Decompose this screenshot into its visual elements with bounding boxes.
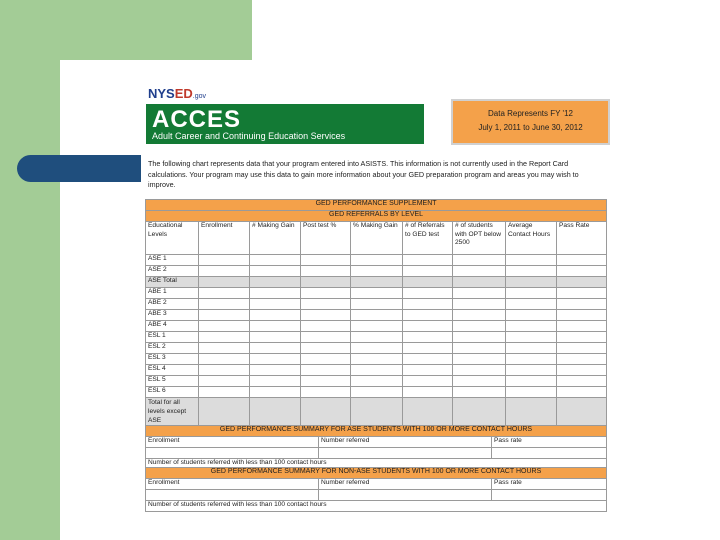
table-cell (250, 376, 301, 387)
table-cell (506, 266, 557, 277)
table-cell (199, 387, 250, 398)
table-cell (506, 376, 557, 387)
table-row (146, 343, 607, 354)
column-header: Average Contact Hours (506, 222, 557, 255)
table-cell (351, 365, 403, 376)
table-cell (403, 365, 453, 376)
table-cell (250, 266, 301, 277)
table-row (146, 266, 607, 277)
table-cell (199, 343, 250, 354)
ase-summary-table (145, 425, 607, 470)
table-cell (351, 277, 403, 288)
table-cell (301, 354, 351, 365)
table-cell (250, 299, 301, 310)
table-cell (301, 398, 351, 427)
table-cell (301, 343, 351, 354)
table-cell (453, 354, 506, 365)
date-box (451, 99, 610, 145)
table-cell (403, 398, 453, 427)
non-ase-pass-rate-value (492, 490, 607, 501)
row-label: ABE 2 (146, 299, 199, 310)
column-header: Enrollment (199, 222, 250, 255)
table-cell (199, 332, 250, 343)
date-box-line1: Data Represents FY '12 (488, 109, 573, 118)
table-cell (351, 332, 403, 343)
table-cell (453, 321, 506, 332)
table-cell (453, 365, 506, 376)
table-cell (506, 288, 557, 299)
table-cell (557, 277, 607, 288)
table-cell (301, 288, 351, 299)
banner-subtitle: Adult Career and Continuing Education Services (152, 131, 346, 141)
table-cell (403, 255, 453, 266)
table-row (146, 310, 607, 321)
non-ase-less-than-label: Number of students referred with less than 100 contact hours (146, 501, 607, 512)
table-cell (453, 255, 506, 266)
table-cell (351, 387, 403, 398)
table-cell (557, 266, 607, 277)
table-cell (506, 354, 557, 365)
table-cell (403, 288, 453, 299)
table-cell (301, 310, 351, 321)
table-cell (453, 332, 506, 343)
table-cell (557, 354, 607, 365)
table-cell (351, 321, 403, 332)
table-cell (557, 387, 607, 398)
table-cell (506, 277, 557, 288)
ase-enrollment-value (146, 448, 319, 459)
ase-number-referred-label: Number referred (319, 437, 492, 448)
table-cell (403, 387, 453, 398)
table-cell (351, 266, 403, 277)
table-cell (506, 398, 557, 427)
table-cell (250, 255, 301, 266)
table-cell (557, 365, 607, 376)
table-cell (506, 332, 557, 343)
table-body (146, 255, 607, 427)
table-cell (301, 277, 351, 288)
non-ase-number-referred-label: Number referred (319, 479, 492, 490)
table-cell (199, 255, 250, 266)
table-cell (351, 354, 403, 365)
table-cell (506, 321, 557, 332)
table-cell (453, 266, 506, 277)
table-row (146, 255, 607, 266)
non-ase-enrollment-label: Enrollment (146, 479, 319, 490)
column-header: % Making Gain (351, 222, 403, 255)
table-cell (403, 310, 453, 321)
table-cell (250, 387, 301, 398)
ase-pass-rate-label: Pass rate (492, 437, 607, 448)
table-cell (199, 299, 250, 310)
table-cell (403, 343, 453, 354)
table-cell (199, 277, 250, 288)
table-cell (403, 376, 453, 387)
table-title: GED PERFORMANCE SUPPLEMENT (146, 200, 607, 211)
date-box-line2: July 1, 2011 to June 30, 2012 (478, 123, 583, 132)
table-row (146, 376, 607, 387)
row-label: ESL 3 (146, 354, 199, 365)
non-ase-pass-rate-label: Pass rate (492, 479, 607, 490)
table-row (146, 288, 607, 299)
table-cell (301, 332, 351, 343)
table-cell (453, 299, 506, 310)
table-row (146, 398, 607, 427)
row-label: ABE 1 (146, 288, 199, 299)
row-label: ESL 6 (146, 387, 199, 398)
non-ase-enrollment-value (146, 490, 319, 501)
column-header: Pass Rate (557, 222, 607, 255)
table-header-row (146, 222, 607, 255)
table-cell (403, 332, 453, 343)
ged-performance-table (145, 199, 607, 427)
table-cell (301, 376, 351, 387)
table-cell (506, 365, 557, 376)
table-cell (351, 398, 403, 427)
row-label: ESL 1 (146, 332, 199, 343)
row-label: ABE 4 (146, 321, 199, 332)
table-cell (199, 310, 250, 321)
table-row (146, 354, 607, 365)
table-row (146, 365, 607, 376)
banner-title: ACCES (152, 106, 242, 133)
row-label: Total for all levels except ASE (146, 398, 199, 427)
table-cell (351, 288, 403, 299)
table-cell (557, 398, 607, 427)
table-cell (199, 376, 250, 387)
table-cell (453, 310, 506, 321)
table-cell (199, 266, 250, 277)
table-cell (453, 387, 506, 398)
ase-less-than-label: Number of students referred with less than 100 contact hours (146, 459, 607, 470)
decor-blue-tab (17, 155, 141, 182)
table-cell (453, 288, 506, 299)
non-ase-referred-value (319, 490, 492, 501)
table-cell (351, 310, 403, 321)
table-cell (403, 299, 453, 310)
table-cell (351, 299, 403, 310)
table-cell (250, 398, 301, 427)
table-cell (301, 299, 351, 310)
table-cell (301, 255, 351, 266)
table-cell (250, 310, 301, 321)
table-cell (453, 398, 506, 427)
table-cell (506, 255, 557, 266)
non-ase-summary-title: GED PERFORMANCE SUMMARY FOR NON-ASE STUDENTS WITH 100 OR MORE CONTACT HOURS (146, 468, 607, 479)
table-cell (250, 277, 301, 288)
ase-enrollment-label: Enrollment (146, 437, 319, 448)
table-row (146, 299, 607, 310)
table-cell (557, 343, 607, 354)
table-cell (351, 376, 403, 387)
table-cell (557, 332, 607, 343)
column-header: # of students with OPT below 2500 (453, 222, 506, 255)
decor-green-left (0, 0, 60, 540)
row-label: ESL 4 (146, 365, 199, 376)
table-row (146, 387, 607, 398)
table-cell (506, 310, 557, 321)
ase-pass-rate-value (492, 448, 607, 459)
table-cell (351, 343, 403, 354)
table-cell (403, 354, 453, 365)
table-cell (250, 343, 301, 354)
nysed-logo: NYSED.gov (148, 86, 207, 101)
table-cell (453, 277, 506, 288)
table-cell (250, 332, 301, 343)
column-header: Educational Levels (146, 222, 199, 255)
row-label: ABE 3 (146, 310, 199, 321)
table-cell (453, 376, 506, 387)
intro-text: The following chart represents data that your program entered into ASISTS. This information is not currently used in the Report Card calculations. Your program may use this data to gain more information about your GED preparation program and areas you may wish to improve. (148, 159, 579, 189)
table-cell (557, 255, 607, 266)
table-cell (199, 354, 250, 365)
acces-banner (146, 104, 424, 144)
table-row (146, 321, 607, 332)
table-cell (351, 255, 403, 266)
row-label: ESL 2 (146, 343, 199, 354)
table-cell (199, 321, 250, 332)
table-cell (506, 299, 557, 310)
ase-referred-value (319, 448, 492, 459)
table-cell (199, 288, 250, 299)
table-cell (403, 266, 453, 277)
table-cell (199, 398, 250, 427)
table-cell (250, 288, 301, 299)
table-cell (250, 321, 301, 332)
column-header: # Making Gain (250, 222, 301, 255)
table-cell (199, 365, 250, 376)
table-cell (453, 343, 506, 354)
table-cell (506, 387, 557, 398)
non-ase-summary-table (145, 467, 607, 512)
ase-summary-title: GED PERFORMANCE SUMMARY FOR ASE STUDENTS WITH 100 OR MORE CONTACT HOURS (146, 426, 607, 437)
row-label: ASE 2 (146, 266, 199, 277)
table-cell (301, 387, 351, 398)
table-cell (557, 288, 607, 299)
table-cell (557, 310, 607, 321)
table-cell (403, 321, 453, 332)
table-row (146, 277, 607, 288)
table-cell (557, 299, 607, 310)
row-label: ESL 5 (146, 376, 199, 387)
table-cell (301, 321, 351, 332)
table-cell (301, 365, 351, 376)
row-label: ASE Total (146, 277, 199, 288)
row-label: ASE 1 (146, 255, 199, 266)
table-cell (557, 376, 607, 387)
table-cell (403, 277, 453, 288)
table-cell (250, 365, 301, 376)
table-row (146, 332, 607, 343)
table-subtitle: GED REFERRALS BY LEVEL (146, 211, 607, 222)
column-header: # of Referrals to GED test (403, 222, 453, 255)
column-header: Post test % (301, 222, 351, 255)
table-cell (250, 354, 301, 365)
table-cell (557, 321, 607, 332)
table-cell (506, 343, 557, 354)
table-cell (301, 266, 351, 277)
